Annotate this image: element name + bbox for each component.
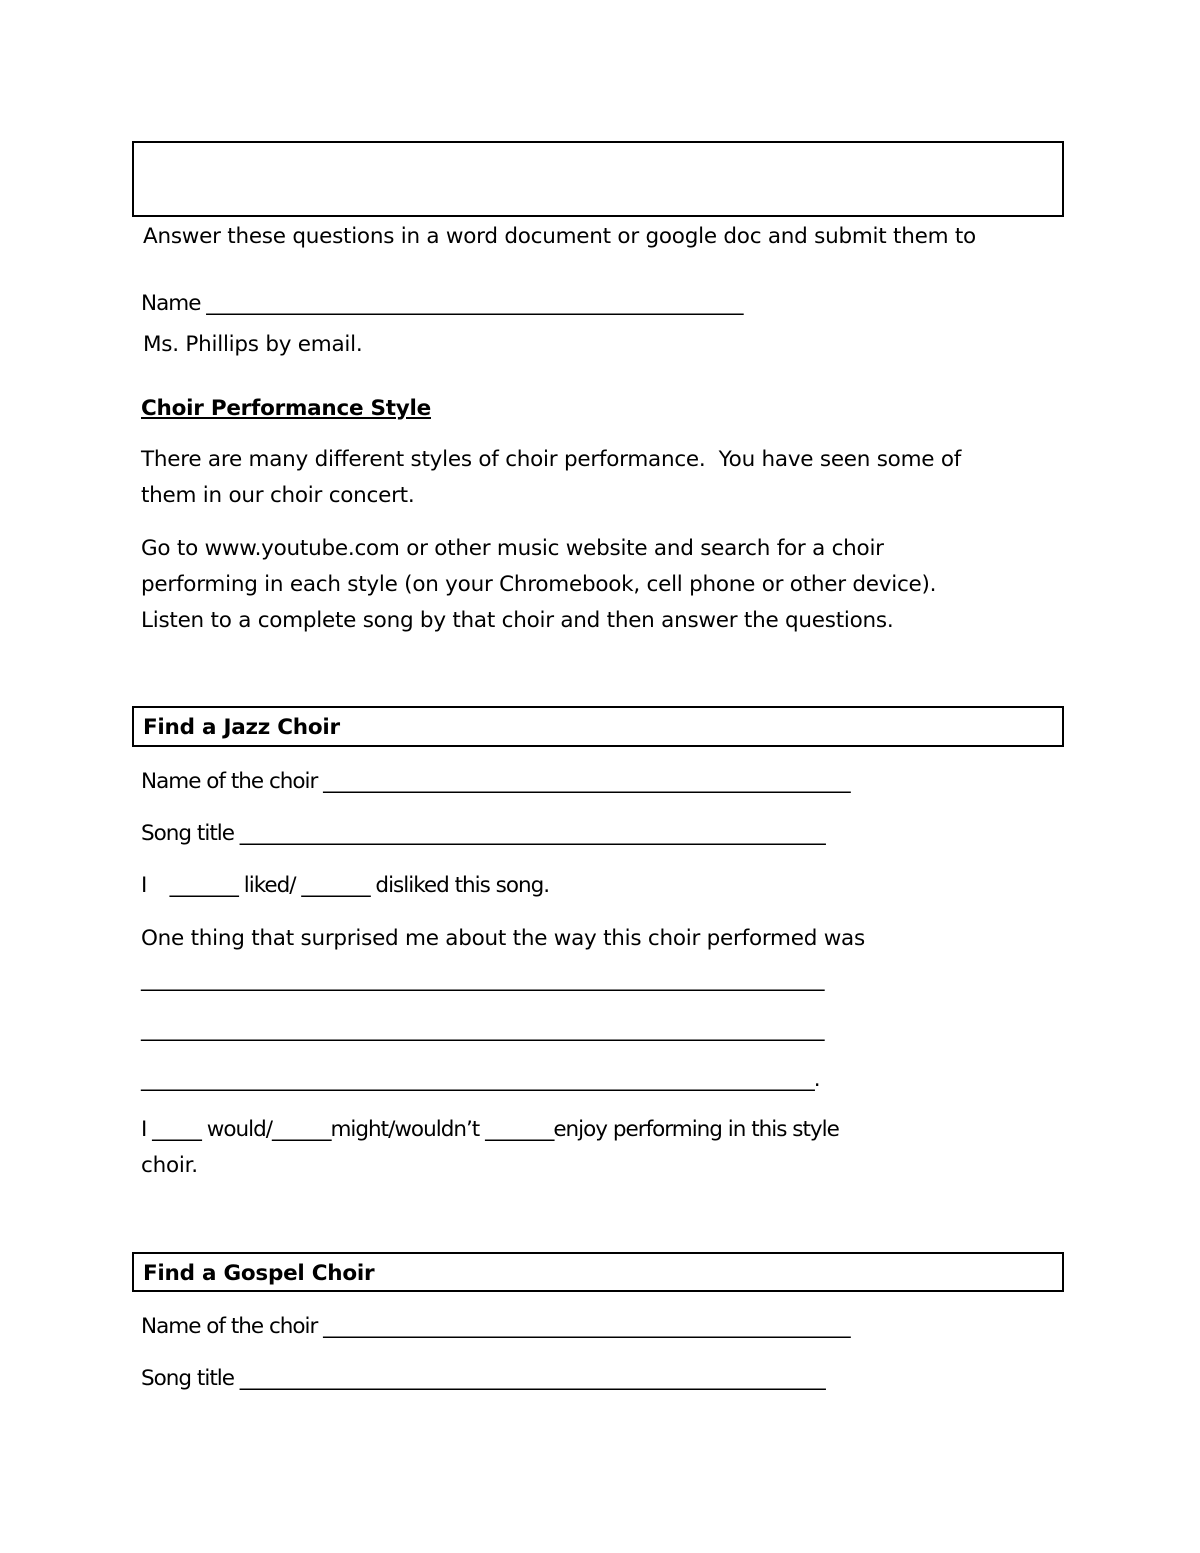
intro-paragraph-2-line-2: performing in each style (on your Chromebook, cell phone or other device).: [141, 572, 937, 597]
jazz-song-title-field: Song title ____________________________________________________________: [141, 821, 825, 846]
jazz-answer-line-3: _____________________________________________________________________.: [141, 1067, 820, 1092]
intro-paragraph-1-line-2: them in our choir concert.: [141, 483, 415, 508]
jazz-choir-header-box: [132, 706, 1064, 747]
gospel-choir-header-box: [132, 1252, 1064, 1292]
jazz-answer-line-2: ______________________________________________________________________: [141, 1017, 824, 1042]
intro-paragraph-2-line-3: Listen to a complete song by that choir and then answer the questions.: [141, 608, 894, 633]
jazz-answer-line-1: ______________________________________________________________________: [141, 967, 824, 992]
intro-paragraph-2-line-1: Go to www.youtube.com or other music website and search for a choir: [141, 536, 884, 561]
jazz-choir-header: Find a Jazz Choir: [143, 715, 340, 740]
intro-paragraph-1-line-1: There are many different styles of choir performance. You have seen some of: [141, 447, 962, 472]
jazz-enjoy-line-2: choir.: [141, 1153, 198, 1178]
section-title: Choir Performance Style: [141, 396, 431, 421]
jazz-choir-name-field: Name of the choir ______________________________________________________: [141, 769, 850, 794]
jazz-enjoy-line-1: I _____ would/______might/wouldn’t _______enjoy performing in this style: [141, 1117, 839, 1142]
instructions-line-2: Ms. Phillips by email.: [143, 332, 363, 357]
gospel-song-title-field: Song title ____________________________________________________________: [141, 1366, 825, 1391]
name-field: Name _______________________________________________________: [141, 291, 743, 316]
instructions-line-1: Answer these questions in a word document or google doc and submit them to: [143, 224, 976, 249]
jazz-surprise-prompt: One thing that surprised me about the way this choir performed was: [141, 926, 865, 951]
gospel-choir-header: Find a Gospel Choir: [143, 1261, 375, 1286]
gospel-choir-name-field: Name of the choir ______________________________________________________: [141, 1314, 850, 1339]
jazz-liked-field: I _______ liked/ _______ disliked this song.: [141, 873, 550, 898]
